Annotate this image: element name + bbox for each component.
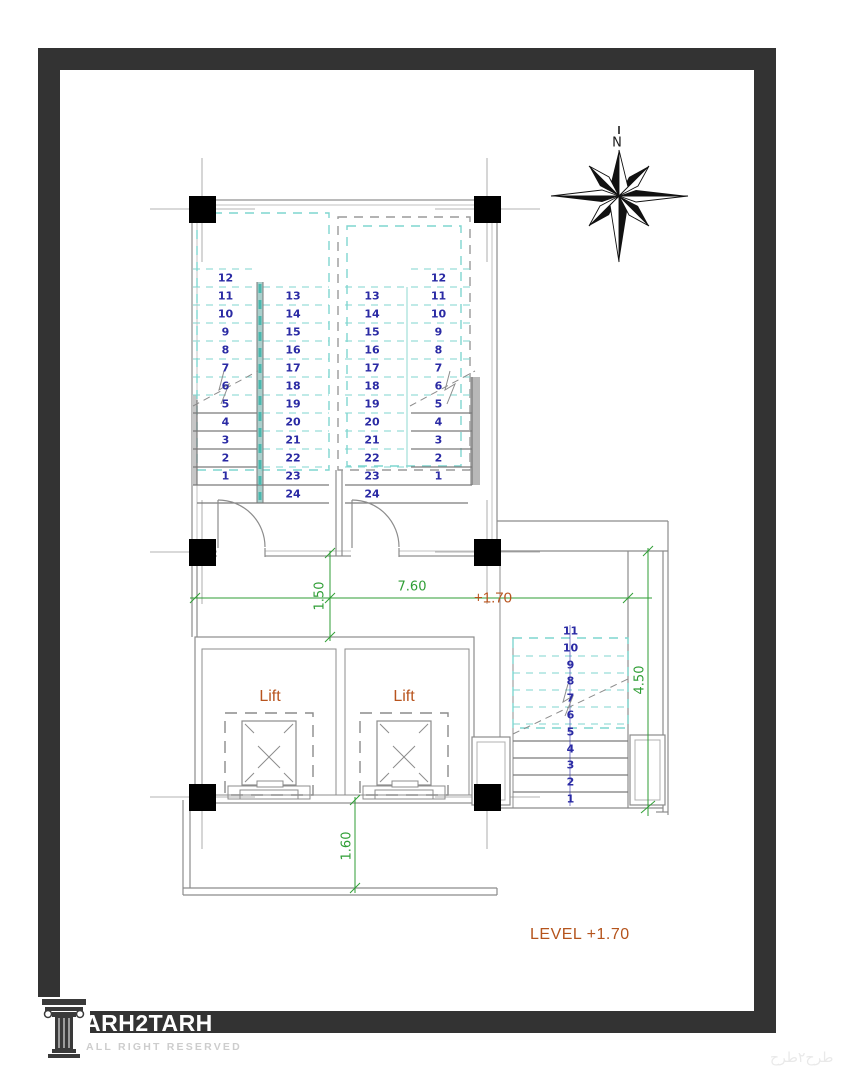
stair-step-number: 22	[364, 451, 380, 465]
lift-shaft-left	[225, 713, 313, 799]
stair-step-number: 13	[285, 289, 301, 303]
stair-step-number: 1	[566, 792, 575, 806]
stair-step-number: 8	[434, 343, 443, 357]
stair-step-number: 19	[285, 397, 301, 411]
stair-step-number: 3	[221, 433, 230, 447]
stair-step-number: 22	[285, 451, 301, 465]
stair-step-number: 4	[221, 415, 230, 429]
stair-step-number: 6	[566, 708, 575, 722]
stair-step-number: 3	[566, 758, 575, 772]
stair-step-number: 9	[566, 658, 575, 672]
landing-doors	[217, 500, 399, 558]
stair-step-number: 2	[221, 451, 230, 465]
level-label: LEVEL +1.70	[530, 926, 630, 943]
stair-step-number: 6	[434, 379, 443, 393]
stair-step-number: 14	[364, 307, 380, 321]
dimension-stair-run: 4.50	[632, 665, 648, 695]
dimension-overall-width: 7.60	[397, 579, 427, 595]
stair-step-number: 20	[285, 415, 301, 429]
stair-step-number: 16	[364, 343, 380, 357]
stair-step-number: 15	[364, 325, 380, 339]
stair-step-number: 12	[217, 271, 234, 285]
stair-step-number: 4	[566, 742, 575, 756]
stair-step-number: 1	[221, 469, 230, 483]
stair-step-number: 20	[364, 415, 380, 429]
lift-block-walls	[195, 637, 500, 803]
stair-step-number: 18	[364, 379, 380, 393]
lift-shaft-right	[360, 713, 448, 799]
stair-step-number: 5	[434, 397, 443, 411]
stair-step-number: 13	[364, 289, 380, 303]
lift-label-left: Lift	[259, 688, 281, 705]
dimension-corridor-bottom: 1.60	[339, 831, 355, 861]
upper-stair-treads-solid	[193, 377, 472, 503]
stair-step-number: 15	[285, 325, 301, 339]
stair-step-number: 9	[221, 325, 230, 339]
stair-step-number: 8	[221, 343, 230, 357]
brand-tagline: ALL RIGHT RESERVED	[86, 1041, 242, 1053]
stair-step-number: 7	[221, 361, 230, 375]
stair-step-number: 10	[217, 307, 234, 321]
stair-step-number: 3	[434, 433, 443, 447]
lift-label-right: Lift	[393, 688, 415, 705]
stair-step-number: 4	[434, 415, 443, 429]
dimension-corridor-top: 1.50	[312, 581, 328, 611]
stair-landing-number: 24	[285, 487, 301, 501]
stair-step-number: 7	[434, 361, 443, 375]
level-mark: +1.70	[474, 589, 512, 607]
stair-step-number: 10	[562, 641, 579, 655]
stair-step-number: 17	[285, 361, 301, 375]
stair-step-number: 8	[566, 674, 575, 688]
stair-step-number: 11	[562, 624, 579, 638]
stair-step-number: 2	[434, 451, 443, 465]
stair-step-number: 1	[434, 469, 443, 483]
stair-step-number: 23	[285, 469, 301, 483]
brand-copyright: ©	[172, 1002, 182, 1013]
watermark-text: طرح۲طرح	[770, 1050, 834, 1066]
stair-step-number: 6	[221, 379, 230, 393]
stair-step-number: 18	[285, 379, 301, 393]
stair-step-number: 2	[566, 775, 575, 789]
stair-step-number: 5	[566, 725, 575, 739]
stair-step-number: 19	[364, 397, 380, 411]
dimension-lines	[190, 546, 655, 893]
stair-step-number: 21	[364, 433, 380, 447]
stair-break-lines	[193, 371, 475, 406]
stair-step-number: 7	[566, 691, 575, 705]
stair-step-number: 11	[430, 289, 447, 303]
stair-step-number: 17	[364, 361, 380, 375]
logo-column-icon	[38, 997, 90, 1059]
stair-landing-number: 24	[364, 487, 380, 501]
north-label: N	[612, 135, 622, 151]
stair-step-number: 21	[285, 433, 301, 447]
stair-step-number: 5	[221, 397, 230, 411]
stair-step-number: 12	[430, 271, 447, 285]
stair-step-number: 23	[364, 469, 380, 483]
stair-step-number: 16	[285, 343, 301, 357]
brand-name: ARH2TARH	[84, 1010, 213, 1036]
stair-step-number: 9	[434, 325, 443, 339]
stair-step-number: 11	[217, 289, 234, 303]
stair-step-number: 14	[285, 307, 301, 321]
stair-step-number: 10	[430, 307, 447, 321]
